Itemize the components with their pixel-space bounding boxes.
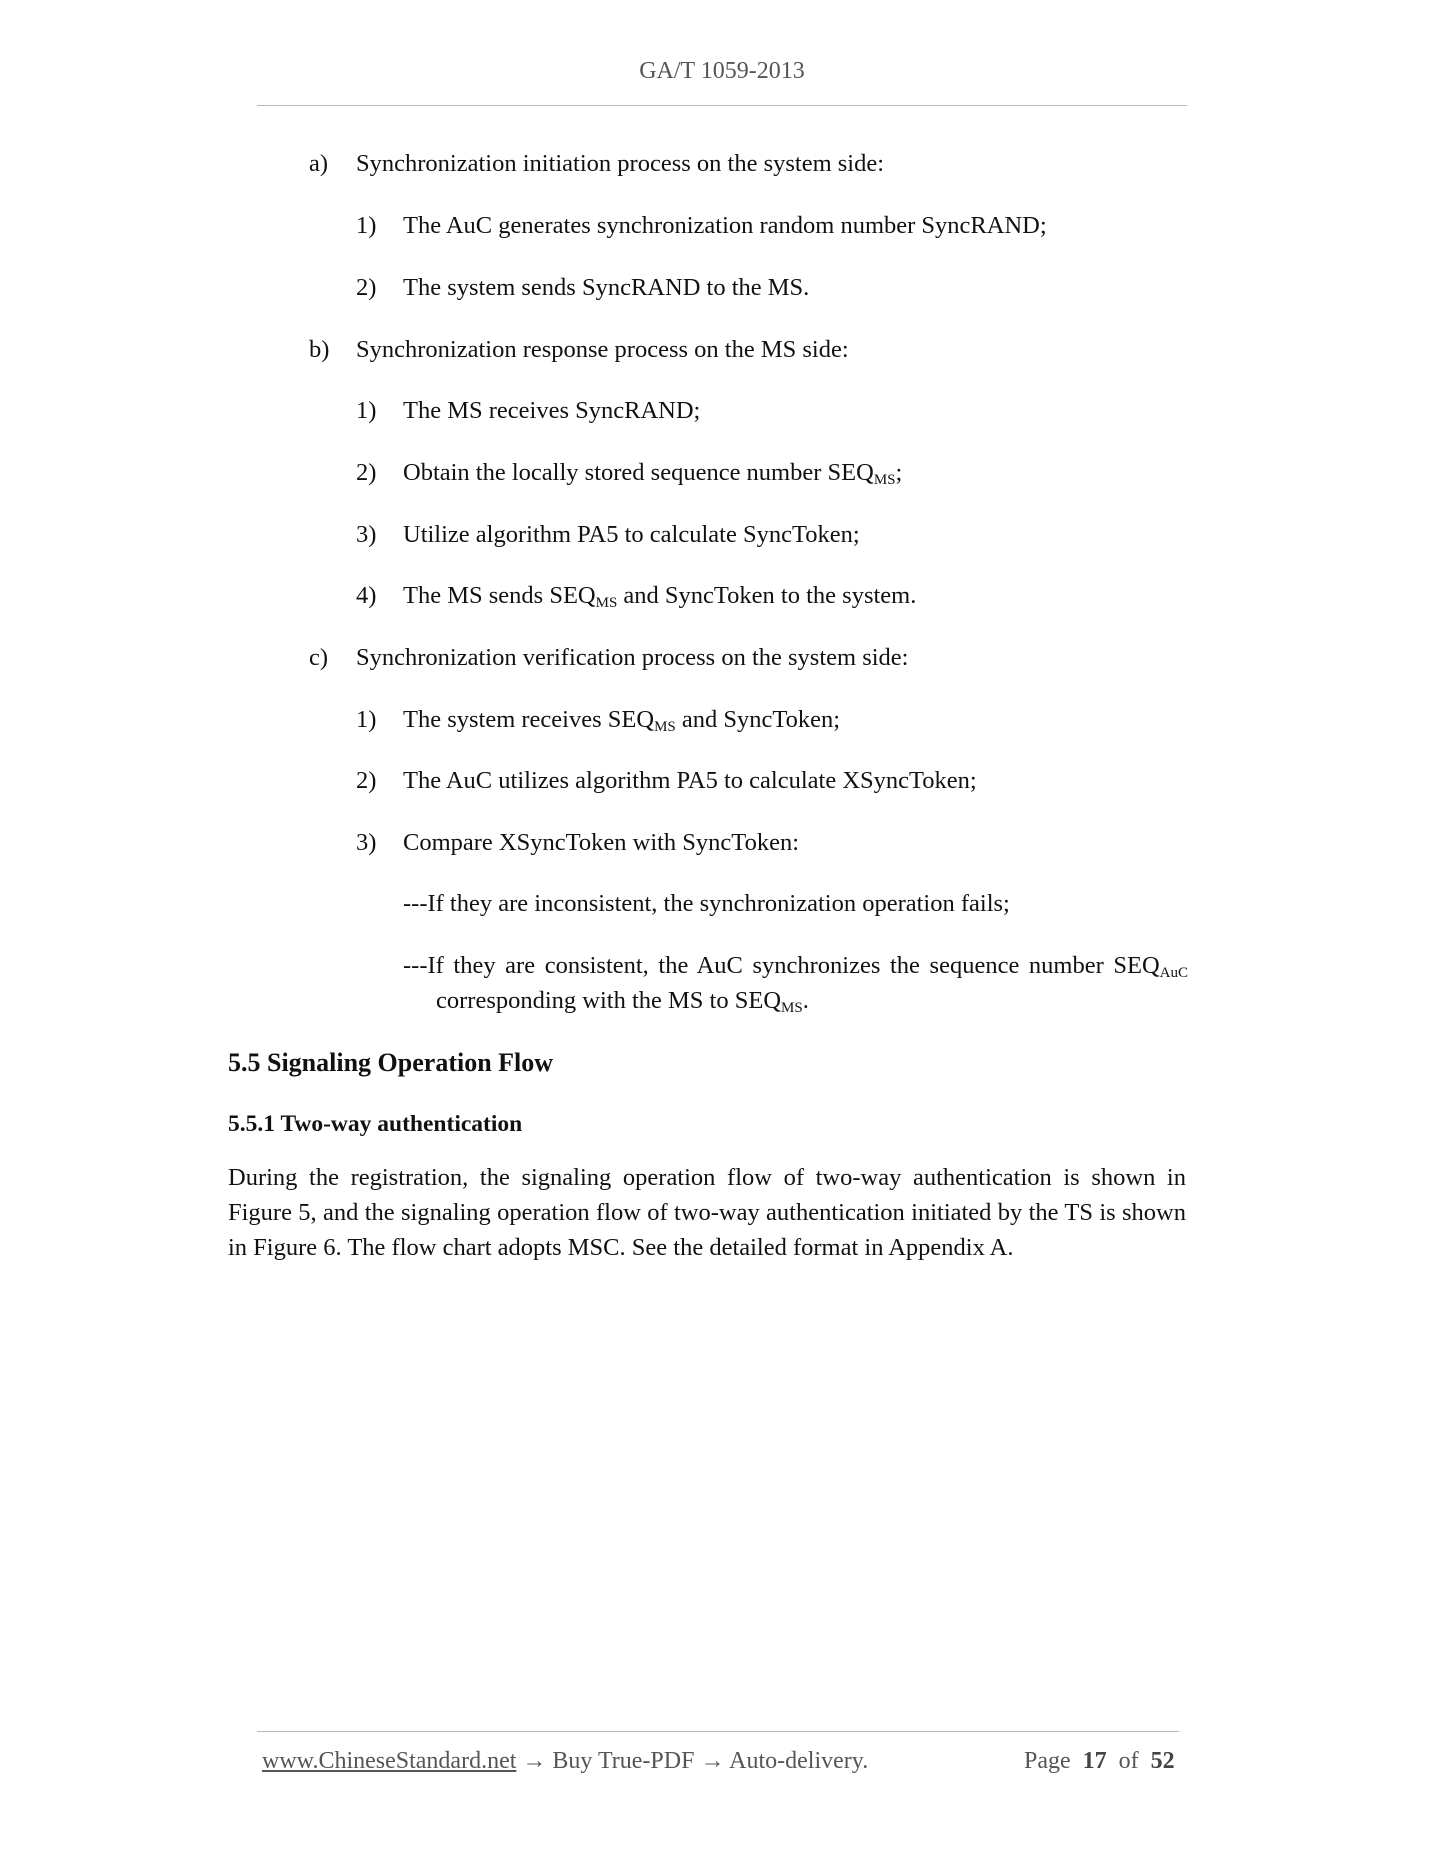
sub-item-c1: The system receives $SEQ_{MS}$ and SyncToken;: [403, 706, 841, 735]
sub-item-b1: The MS receives SyncRAND;: [403, 397, 701, 424]
sub-num-b3: 3): [356, 521, 377, 548]
sub-num-c1: 1): [356, 706, 377, 733]
subsection-heading: 5.5.1 Two-way authentication: [228, 1111, 523, 1137]
dash-item-consistent: ---If they are consistent, the AuC synchronizes the sequence number $SEQ_{AuC}$: [403, 952, 1188, 981]
sub-item-b2: Obtain the locally stored sequence number $SEQ_{MS}$;: [403, 459, 903, 488]
list-item-c: Synchronization verification process on the system side:: [356, 644, 909, 671]
page-number: Page 17 of 52: [1024, 1748, 1175, 1774]
running-header: GA/T 1059-2013: [639, 58, 805, 84]
sub-item-a2: The system sends SyncRAND to the MS.: [403, 274, 810, 301]
footer-rule: [257, 1731, 1179, 1732]
sub-item-c2: The AuC utilizes algorithm PA5 to calculate XSyncToken;: [403, 767, 977, 794]
sub-num-a2: 2): [356, 274, 377, 301]
sub-num-b4: 4): [356, 582, 377, 609]
list-item-a: Synchronization initiation process on the system side:: [356, 150, 885, 177]
list-label-a: a): [309, 150, 329, 177]
sub-item-b4: The MS sends $SEQ_{MS}$ and SyncToken to the system.: [403, 582, 917, 611]
sub-item-b3: Utilize algorithm PA5 to calculate SyncToken;: [403, 521, 860, 548]
sub-num-c2: 2): [356, 767, 377, 794]
delivery-text: Auto-delivery.: [729, 1748, 869, 1774]
arrow-right-icon: →: [522, 1748, 547, 1774]
header-rule: [257, 105, 1187, 106]
body-paragraph: During the registration, the signaling operation flow of two-way authentication is shown in Figure 5, and the signaling operation flow of two-way authentication initiated by the TS is shown in Figure 6. The flow chart adopts MSC. See the detailed format in Appendix A.: [228, 1164, 1186, 1261]
section-heading: 5.5 Signaling Operation Flow: [228, 1048, 554, 1077]
dash-item-inconsistent: ---If they are inconsistent, the synchronization operation fails;: [403, 890, 1010, 917]
list-label-b: b): [309, 336, 330, 363]
sub-item-c3: Compare XSyncToken with SyncToken:: [403, 829, 799, 856]
website-link[interactable]: www.ChineseStandard.net: [262, 1748, 517, 1774]
sub-num-b1: 1): [356, 397, 377, 424]
footer-promo: [262, 1748, 868, 1775]
sub-num-b2: 2): [356, 459, 377, 486]
sub-item-a1: The AuC generates synchronization random number SyncRAND;: [403, 212, 1047, 239]
dash-item-consistent-cont: corresponding with the MS to $SEQ_{MS}$.: [436, 987, 809, 1016]
sub-num-c3: 3): [356, 829, 377, 856]
list-item-b: Synchronization response process on the MS side:: [356, 336, 849, 363]
buy-text: Buy True-PDF: [552, 1748, 695, 1774]
arrow-right-icon: →: [700, 1748, 725, 1774]
list-label-c: c): [309, 644, 329, 671]
sub-num-a1: 1): [356, 212, 377, 239]
